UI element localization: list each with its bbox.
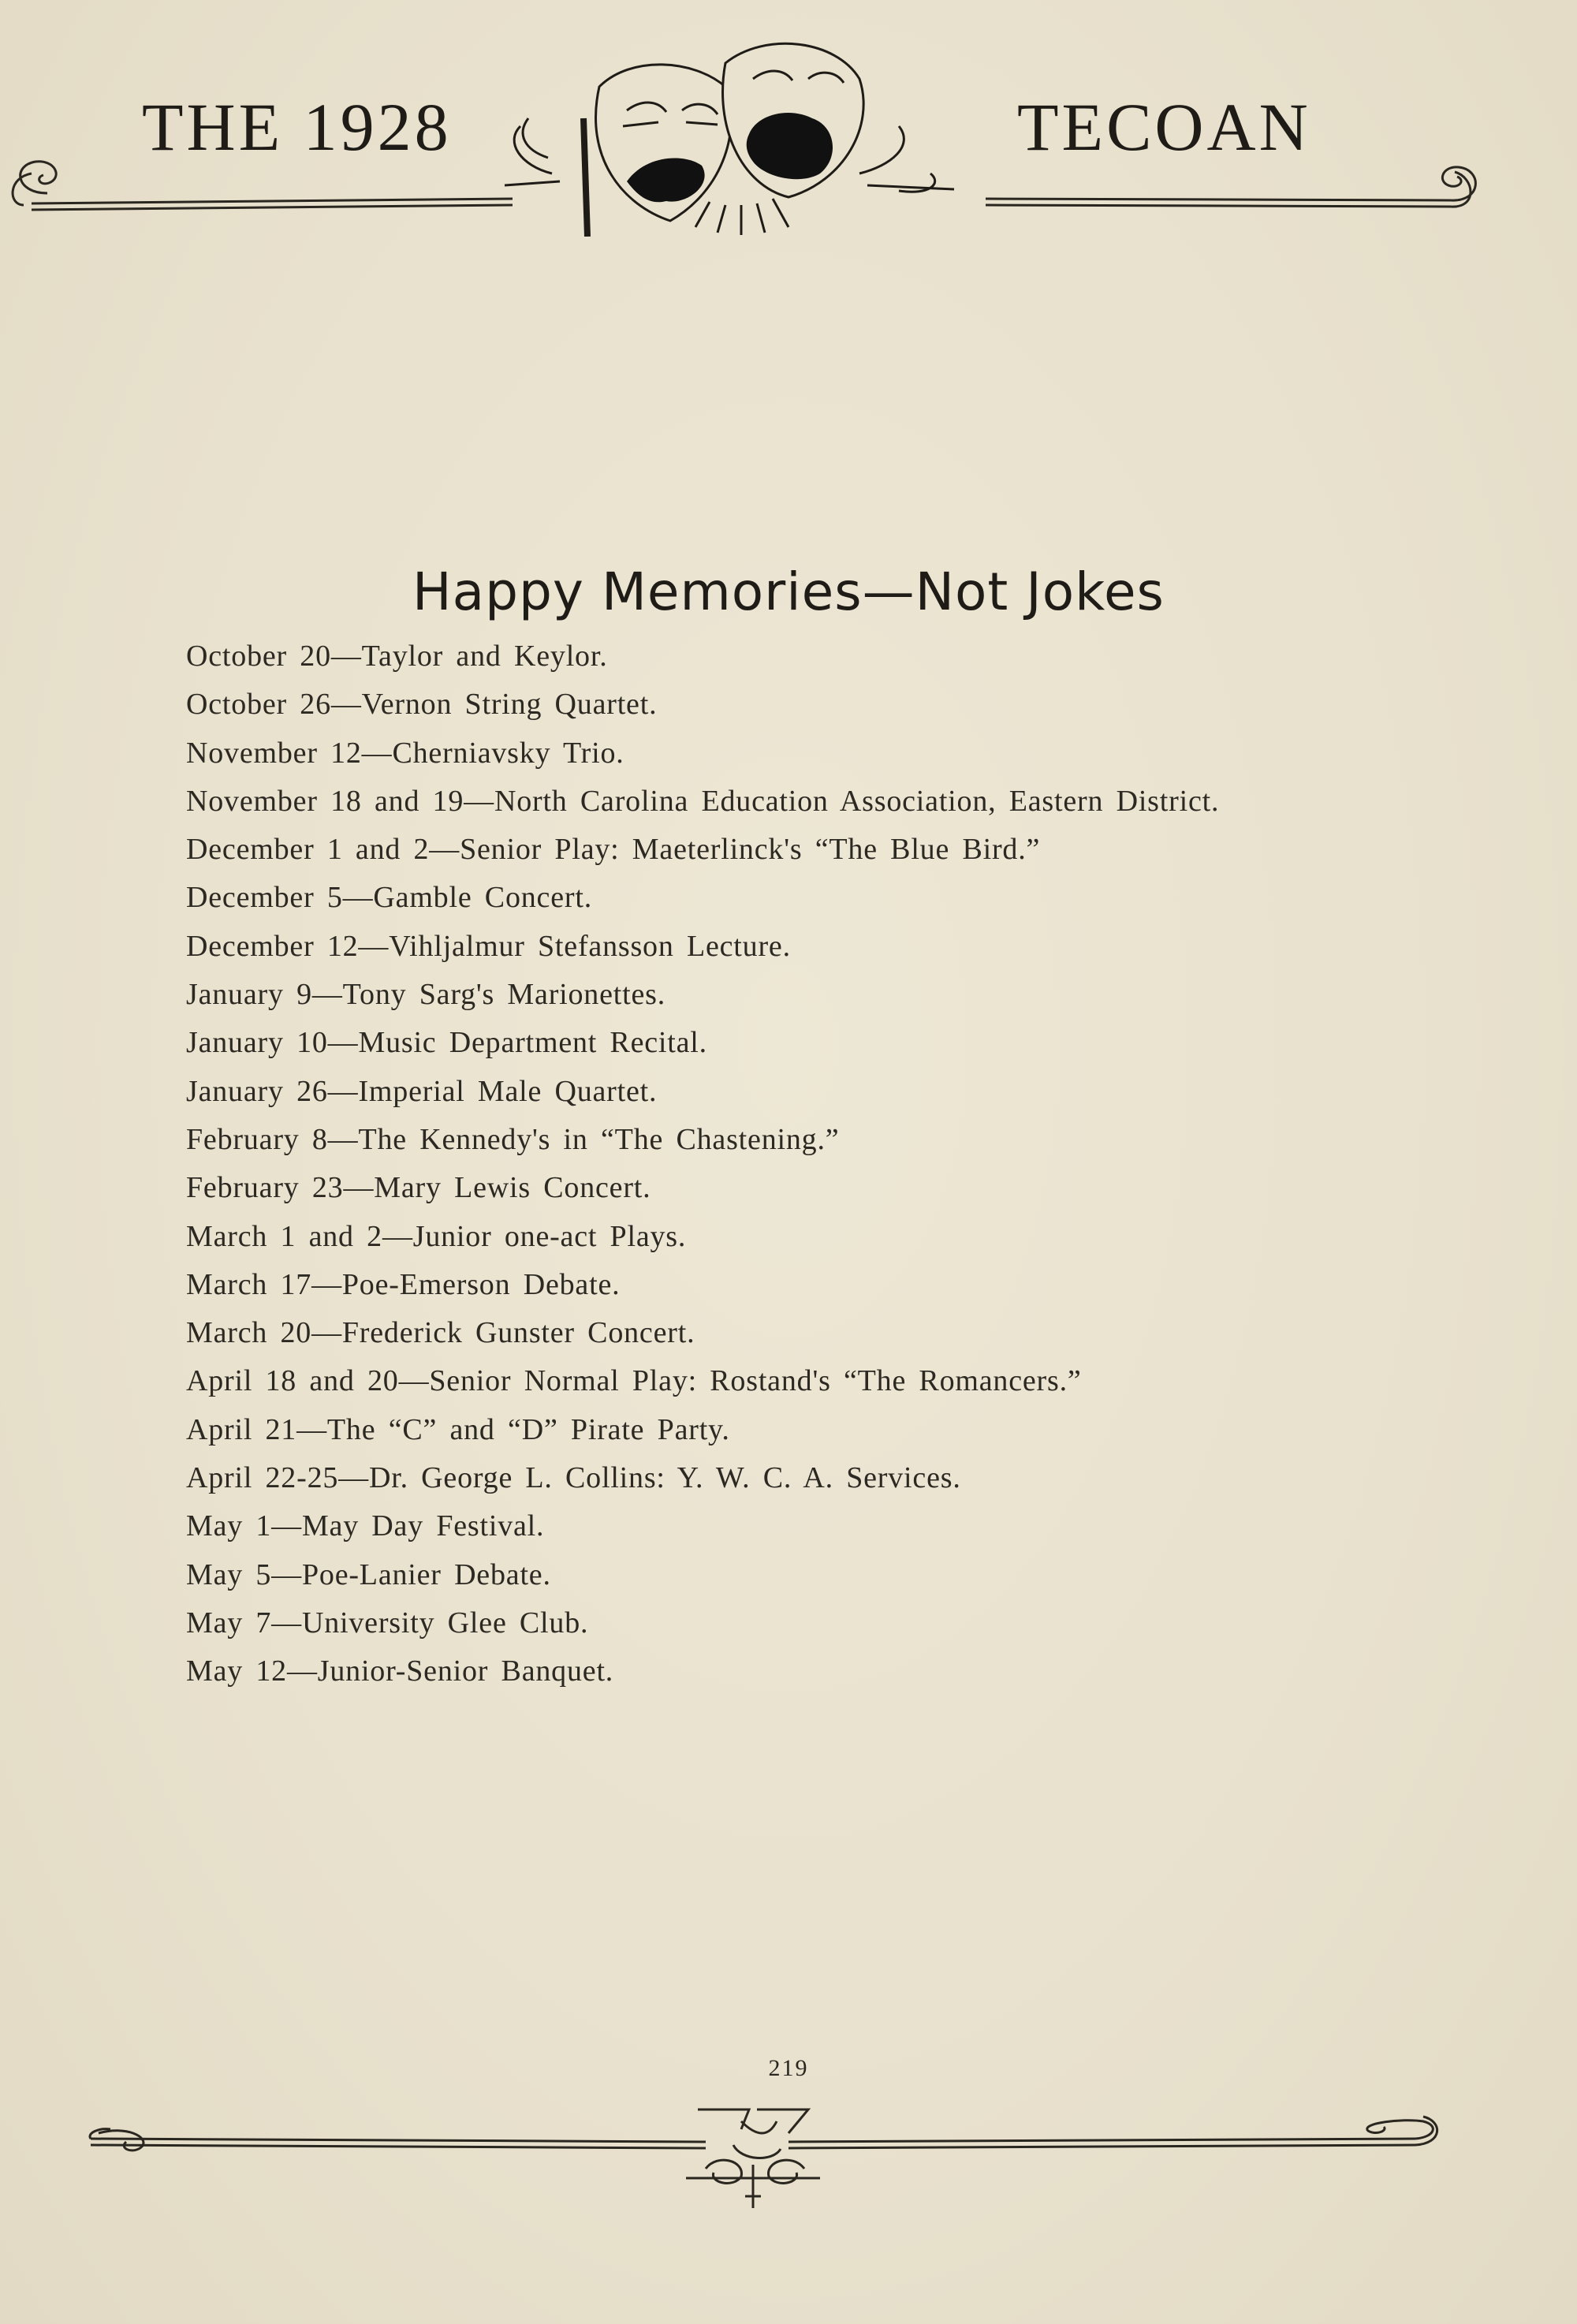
list-item: January 26—Imperial Male Quartet. [186,1074,658,1108]
list-item: January 9—Tony Sarg's Marionettes. [186,978,666,1012]
list-item: February 8—The Kennedy's in “The Chastening.” [186,1122,840,1156]
list-item: April 22-25—Dr. George L. Collins: Y. W. C. A. Services. [186,1461,961,1495]
list-item: April 18 and 20—Senior Normal Play: Rostand's “The Romancers.” [186,1364,1082,1398]
header-year-title: THE 1928 [142,89,452,165]
list-item: March 1 and 2—Junior one-act Plays. [186,1219,687,1253]
list-item: January 10—Music Department Recital. [186,1026,707,1060]
header-yearbook-name: TECOAN [1017,89,1311,165]
footer-rule-ornament [0,2090,1577,2248]
list-item: March 17—Poe-Emerson Debate. [186,1267,621,1301]
page-number: 219 [768,2055,809,2081]
list-item: December 12—Vihljalmur Stefansson Lecture. [186,929,791,963]
list-item: May 12—Junior-Senior Banquet. [186,1654,614,1688]
list-item: December 1 and 2—Senior Play: Maeterlinck's “The Blue Bird.” [186,833,1041,867]
events-list [186,632,1448,1696]
list-item: May 5—Poe-Lanier Debate. [186,1557,551,1591]
list-item: April 21—The “C” and “D” Pirate Party. [186,1412,730,1446]
page-title: Happy Memories—Not Jokes [412,561,1165,623]
list-item: October 26—Vernon String Quartet. [186,688,658,722]
list-item: May 7—University Glee Club. [186,1606,589,1639]
list-item: October 20—Taylor and Keylor. [186,640,608,673]
list-item: March 20—Frederick Gunster Concert. [186,1316,695,1350]
list-item: November 18 and 19—North Carolina Education Association, Eastern District. [186,784,1220,818]
list-item: December 5—Gamble Concert. [186,881,592,915]
list-item: November 12—Cherniavsky Trio. [186,736,624,770]
theatre-masks-emblem [489,16,962,237]
list-item: February 23—Mary Lewis Concert. [186,1171,651,1205]
list-item: May 1—May Day Festival. [186,1509,545,1543]
